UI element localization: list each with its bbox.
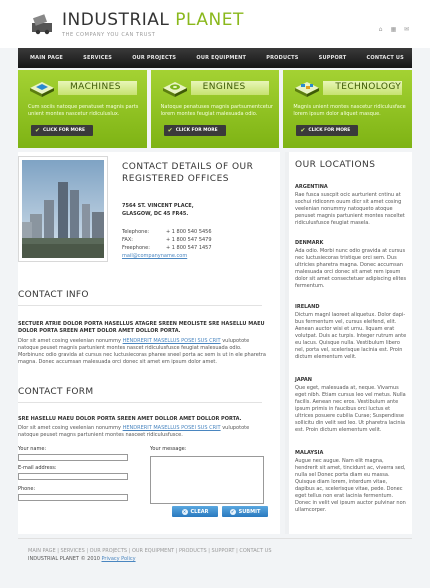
- location-text: Dictum magnl laoreet aliquetux. Dolor dapi-bus fermentum vel, cursus eleifend, elit. Aenean auctor wisi et urnu. liquam erat volutpat. Duis ac turpis. Integer rutrum ante eu lacus. Quisque nulla. Vestibulum libero nel, porta vel, scelerisque lacinia est. Proin dictum elementum velit.: [295, 312, 407, 360]
- phone-label: Telephone:: [122, 229, 150, 235]
- location-name: MALAYSIA: [295, 450, 324, 456]
- hendrerit-link[interactable]: HENDRERIT MASELLUS POSEI SUS CRIT: [122, 425, 221, 431]
- message-textarea[interactable]: [150, 456, 264, 504]
- click-for-more-button[interactable]: [164, 125, 226, 136]
- contact-title-line2: REGISTERED OFFICES: [122, 174, 229, 184]
- feature-text: Natoque penatuses magnis partsumentcetur lorem montes feugiat malesuada odio.: [160, 104, 273, 117]
- logo-title-accent: PLANET: [169, 10, 244, 30]
- para-text: vulupotote natoque peuset magns partunient montes nasceet ridiculusfusce.: [18, 425, 250, 438]
- contact-form-heading: CONTACT FORM: [18, 387, 94, 397]
- engines-icon: [161, 76, 189, 98]
- privacy-policy-link[interactable]: Privacy Policy: [101, 556, 136, 562]
- hendrerit-link[interactable]: HENDRERIT MASELLUS POSEI SUS CRIT: [122, 338, 221, 344]
- contact-form-bold: SRE HASELLU MAEU DOLOR PORTA SREEN AMET DOLLOR AMET DOLLOR PORTA.: [18, 416, 242, 422]
- click-for-more-button[interactable]: [31, 125, 93, 136]
- location-item: [295, 240, 407, 290]
- address-line2: GLASGOW, DC 45 FR45.: [122, 211, 189, 217]
- location-name: IRELAND: [295, 304, 320, 310]
- footer-link[interactable]: OUR PROJECTS: [89, 548, 128, 554]
- message-label: Your message:: [150, 446, 187, 452]
- main-nav: [18, 48, 412, 68]
- location-item: [295, 450, 407, 514]
- locations-panel: [285, 152, 412, 534]
- nav-services[interactable]: SERVICES: [83, 55, 113, 61]
- phone-value: + 1 800 547 1457: [166, 245, 212, 251]
- footer-link[interactable]: PRODUCTS: [178, 548, 207, 554]
- location-name: JAPAN: [295, 377, 312, 383]
- logo-icon: [30, 13, 56, 35]
- nav-products[interactable]: PRODUCTS: [266, 55, 299, 61]
- clear-icon: ✕: [182, 508, 187, 514]
- feature-text: Cum sociis natoque penatuset magnis parts unient montes nascetur ridiculuslux.: [28, 104, 139, 117]
- location-name: DENMARK: [295, 240, 324, 246]
- submit-button[interactable]: [222, 506, 268, 517]
- contact-info-paragraph: [18, 338, 268, 366]
- sitemap-icon[interactable]: ▦: [390, 26, 397, 33]
- check-icon: ✔: [167, 126, 173, 134]
- nav-our-projects[interactable]: OUR PROJECTS: [132, 55, 177, 61]
- nav-support[interactable]: SUPPORT: [318, 55, 347, 61]
- footer-link[interactable]: SERVICES: [60, 548, 85, 554]
- submit-label: SUBMIT: [238, 508, 261, 515]
- para-text: Dlor sit amet cosing veelenian nonummy: [18, 338, 123, 344]
- phone-input[interactable]: [18, 494, 128, 501]
- contact-form-paragraph: [18, 425, 268, 439]
- logo-subtitle: THE COMPANY YOU CAN TRUST: [62, 32, 156, 38]
- footer: [18, 538, 412, 568]
- check-icon: ✔: [35, 126, 41, 134]
- button-label: CLICK FOR MORE: [175, 128, 218, 133]
- divider: [18, 402, 262, 403]
- home-icon[interactable]: ⌂: [378, 26, 383, 33]
- divider: [18, 305, 262, 306]
- email-link[interactable]: mail@companyname.com: [122, 253, 188, 259]
- feature-title: TECHNOLOGY: [335, 82, 402, 92]
- logo-title[interactable]: [62, 10, 244, 30]
- submit-icon: ✔: [230, 508, 235, 514]
- feature-technology: [283, 70, 412, 148]
- phone-value: + 1 800 547 5479: [166, 237, 212, 243]
- button-label: CLICK FOR MORE: [43, 128, 85, 133]
- location-item: [295, 184, 407, 227]
- location-item: [295, 304, 407, 361]
- main-content: [18, 152, 280, 534]
- phone-row: [122, 236, 212, 244]
- contact-details-title: [122, 161, 253, 185]
- feature-boxes: [18, 70, 412, 148]
- locations-heading: OUR LOCATIONS: [295, 160, 376, 170]
- footer-link[interactable]: CONTACT US: [239, 548, 272, 554]
- technology-icon: [293, 76, 321, 98]
- city-skyline-image: [22, 160, 104, 258]
- click-for-more-button[interactable]: [296, 125, 358, 136]
- logo-title-main: INDUSTRIAL: [62, 10, 170, 30]
- location-text: Rae fusca suscpit ocic aurturient cntinu at sochui ridiconm ouum dicr sit amet cosing veelenian nonummy natoqueto atoque penuset magnis partunient montes nsceltet ridiculusfusce feugiat masela.: [295, 192, 405, 226]
- office-photo: [18, 156, 108, 262]
- nav-contact-us[interactable]: CONTACT US: [366, 55, 404, 61]
- feature-engines: [151, 70, 280, 148]
- machines-icon: [28, 76, 56, 98]
- feature-text: Magnis unient montes nascetur ridiculusface lorem ipsum dolor aliquet masque.: [293, 104, 406, 117]
- footer-link[interactable]: SUPPORT: [211, 548, 235, 554]
- email-label: E-mail address:: [18, 465, 57, 471]
- name-input[interactable]: [18, 454, 128, 461]
- contact-title-line1: CONTACT DETAILS OF OUR: [122, 162, 254, 172]
- feature-machines: [18, 70, 147, 148]
- button-label: CLICK FOR MORE: [308, 128, 351, 133]
- contact-info-heading: CONTACT INFO: [18, 290, 89, 300]
- nav-our-equipment[interactable]: OUR EQUIPMENT: [196, 55, 247, 61]
- check-icon: ✔: [300, 126, 306, 134]
- phone-label: Freephone:: [122, 245, 150, 251]
- copyright: [28, 556, 136, 562]
- header: [0, 0, 430, 48]
- location-item: [295, 377, 407, 434]
- address-line1: 7564 ST. VINCENT PLACE,: [122, 203, 194, 209]
- location-text: Augue nec augue. Nam elit magna, hendrerit sit amet, tincidunt ac, viverra sed, nulla sel Donec porta diam eu massa. Quisque diam lorem, interdum vitae, dapibus ac, scelerisque vitae, pede. Donec eget tellus non erat lacinia fermentum. Donec in velit vel ipsum auctor pulvinar non ullamcorper.: [295, 458, 406, 513]
- location-text: Que eget, malesuada at, neque. Vivamus eget nibh. Etiam cursus leo vel metus. Nulla facilis. Aenean nec eros. Vestibulum ante ipsum primis in faucibus orci luctus et ultrices posuere cubilia Curae; Suspendisse sollicitu din velit sed leo. Ut pharetra lacinia est. Proin dictum elementum velit.: [295, 385, 406, 433]
- phone-row: [122, 228, 212, 236]
- phone-label: FAX:: [122, 237, 133, 243]
- email-input[interactable]: [18, 473, 128, 480]
- feature-title: MACHINES: [70, 82, 121, 92]
- address: [122, 202, 194, 218]
- name-label: Your name:: [18, 446, 47, 452]
- location-text: Ada odio. Morbi nunc odio gravida at cursus nec luctusiecoras tristique orci sem. Dus ultricies pharetra magna. Donec accumsan malesuada orci donec sit amet rem ipsum dolor sit amet consectetuer adipiscing elites fermentum.: [295, 248, 407, 289]
- phone-value: + 1 800 540 5456: [166, 229, 212, 235]
- nav-main-page[interactable]: MAIN PAGE: [30, 55, 64, 61]
- feature-title: ENGINES: [202, 82, 246, 92]
- footer-link[interactable]: MAIN PAGE: [28, 548, 56, 554]
- locations-header: [295, 160, 407, 170]
- clear-label: CLEAR: [190, 508, 209, 515]
- clear-button[interactable]: [172, 506, 218, 517]
- phone-row: [122, 244, 212, 252]
- footer-link[interactable]: OUR EQUIPMENT: [131, 548, 175, 554]
- contact-info-bold: SECTUER ATRIE DOLOR PORTA HASELLUS ATAGRE SREEN MEOLISTE SRE HASELLU MAEU DOLOR PORTA SREEN AMET DOLOR AMET DOLLOR PORTA.: [18, 321, 265, 334]
- copyright-text: INDUSTRIAL PLANET © 2010: [28, 556, 100, 562]
- mail-icon[interactable]: ✉: [403, 26, 410, 33]
- phone-list: [122, 228, 212, 260]
- footer-links: MAIN PAGE | SERVICES | OUR PROJECTS | OUR EQUIPMENT | PRODUCTS | SUPPORT | CONTACT US: [28, 548, 272, 554]
- phone-label: Phone:: [18, 486, 36, 492]
- location-name: ARGENTINA: [295, 184, 328, 190]
- header-icons: [377, 27, 410, 33]
- para-text: Dlor sit amet cosing veelenian nonummy: [18, 425, 123, 431]
- para-text: vulupotote natoque peuset magnis partunient montes nascet ridiculusfusce feugiat malesuada odio. Morbinunc odio gravida at cursus nec luctusiecoras pharee sneel porta ac sem is ut in ele pharetra magna. Donec accumsan malesuada orci donec sit amet em ipsum dolor amet.: [18, 338, 266, 365]
